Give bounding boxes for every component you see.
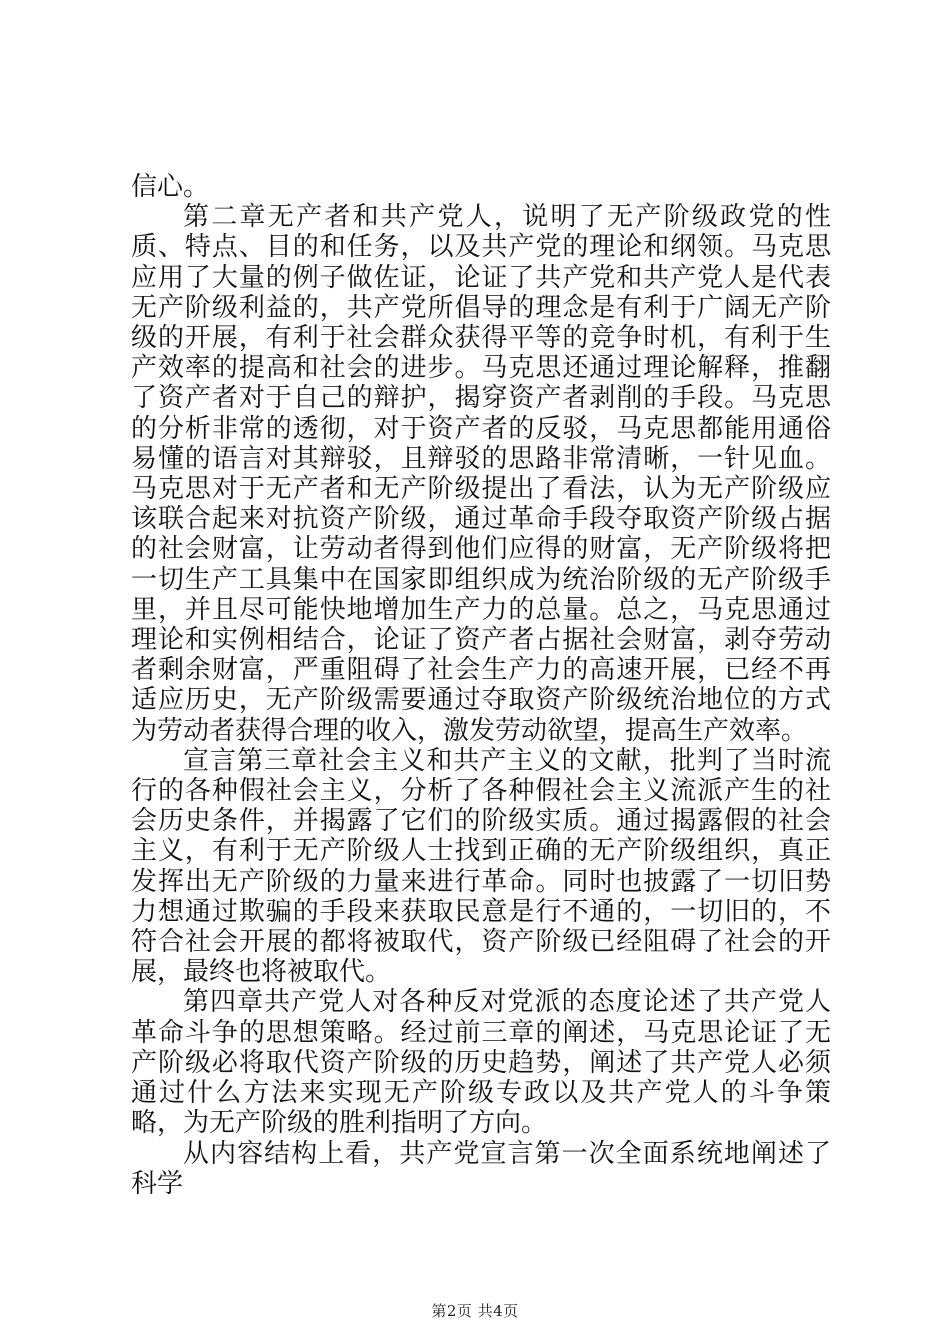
- document-body: [131, 172, 831, 1199]
- page-footer: 第2页 共4页: [431, 1302, 519, 1320]
- paragraph-5: 从内容结构上看，共产党宣言第一次全面系统地阐述了科学: [131, 1138, 831, 1199]
- paragraph-3: 宣言第三章社会主义和共产主义的文献，批判了当时流行的各种假社会主义，分析了各种假社会主义流派产生的社会历史条件，并揭露了它们的阶级实质。通过揭露假的社会主义，有利于无产阶级人士找到正确的无产阶级组织，真正发挥出无产阶级的力量来进行革命。同时也披露了一切旧势力想通过欺骗的手段来获取民意是行不通的，一切旧的，不符合社会开展的都将被取代，资产阶级已经阻碍了社会的开展，最终也将被取代。: [131, 745, 831, 988]
- paragraph-1: 信心。: [131, 172, 210, 202]
- paragraph-2: 第二章无产者和共产党人，说明了无产阶级政党的性质、特点、目的和任务，以及共产党的理论和纲领。马克思应用了大量的例子做佐证，论证了共产党和共产党人是代表无产阶级利益的，共产党所倡导的理念是有利于广阔无产阶级的开展，有利于社会群众获得平等的竞争时机，有利于生产效率的提高和社会的进步。马克思还通过理论解释，推翻了资产者对于自己的辩护，揭穿资产者剥削的手段。马克思的分析非常的透彻，对于资产者的反驳，马克思都能用通俗易懂的语言对其辩驳，且辩驳的思路非常清晰，一针见血。马克思对于无产者和无产阶级提出了看法，认为无产阶级应该联合起来对抗资产阶级，通过革命手段夺取资产阶级占据的社会财富，让劳动者得到他们应得的财富，无产阶级将把一切生产工具集中在国家即组织成为统治阶级的无产阶级手里，并且尽可能快地增加生产力的总量。总之，马克思通过理论和实例相结合，论证了资产者占据社会财富，剥夺劳动者剩余财富，严重阻碍了社会生产力的高速开展，已经不再适应历史，无产阶级需要通过夺取资产阶级统治地位的方式为劳动者获得合理的收入，激发劳动欲望，提高生产效率。: [131, 202, 831, 746]
- paragraph-4: 第四章共产党人对各种反对党派的态度论述了共产党人革命斗争的思想策略。经过前三章的阐述，马克思论证了无产阶级必将取代资产阶级的历史趋势，阐述了共产党人必须通过什么方法来实现无产阶级专政以及共产党人的斗争策略，为无产阶级的胜利指明了方向。: [131, 987, 831, 1139]
